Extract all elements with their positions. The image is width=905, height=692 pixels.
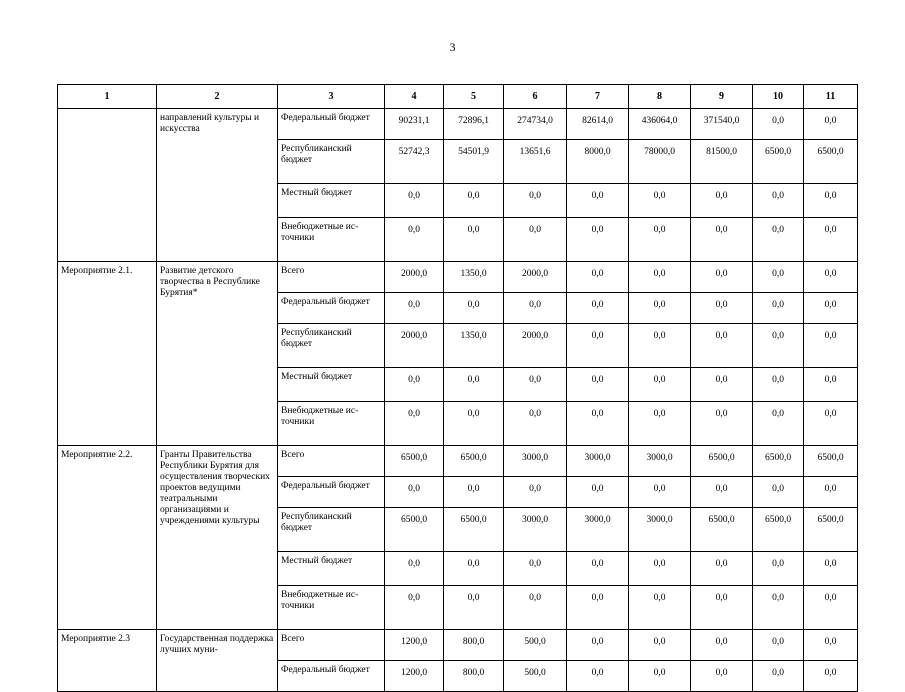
value-cell: 0,0 <box>629 368 691 402</box>
funding-source-cell: Федеральный бюджет <box>278 109 385 140</box>
value-cell: 0,0 <box>753 293 804 324</box>
value-cell: 0,0 <box>753 218 804 262</box>
value-cell: 0,0 <box>691 262 753 293</box>
value-cell: 0,0 <box>385 368 444 402</box>
value-cell: 2000,0 <box>504 324 567 368</box>
column-header: 1 <box>58 85 157 109</box>
value-cell: 0,0 <box>691 552 753 586</box>
column-header: 4 <box>385 85 444 109</box>
value-cell: 0,0 <box>691 477 753 508</box>
value-cell: 13651,6 <box>504 140 567 184</box>
event-name-cell: Гранты Правительства Республики Бурятия для осуществления творческих проектов ведущими театральными организациями и учреждениями культуры <box>157 446 278 630</box>
value-cell: 0,0 <box>444 552 504 586</box>
value-cell: 274734,0 <box>504 109 567 140</box>
event-name-cell: Развитие детского творчества в Республике Бурятия* <box>157 262 278 446</box>
event-name-cell: направлений культуры и искусства <box>157 109 278 262</box>
value-cell: 0,0 <box>753 661 804 692</box>
value-cell: 6500,0 <box>753 140 804 184</box>
table-body <box>58 109 858 692</box>
value-cell: 0,0 <box>804 218 858 262</box>
value-cell: 0,0 <box>385 184 444 218</box>
value-cell: 0,0 <box>629 184 691 218</box>
value-cell: 0,0 <box>567 293 629 324</box>
value-cell: 436064,0 <box>629 109 691 140</box>
value-cell: 6500,0 <box>753 446 804 477</box>
value-cell: 6500,0 <box>804 446 858 477</box>
value-cell: 0,0 <box>804 109 858 140</box>
value-cell: 371540,0 <box>691 109 753 140</box>
value-cell: 0,0 <box>629 586 691 630</box>
value-cell: 1350,0 <box>444 262 504 293</box>
table-row <box>58 109 858 140</box>
funding-source-cell: Всего <box>278 262 385 293</box>
column-header: 10 <box>753 85 804 109</box>
value-cell: 0,0 <box>567 324 629 368</box>
funding-source-cell: Местный бюджет <box>278 184 385 218</box>
value-cell: 3000,0 <box>567 508 629 552</box>
value-cell: 3000,0 <box>504 446 567 477</box>
value-cell: 0,0 <box>567 402 629 446</box>
funding-source-cell: Федеральный бюджет <box>278 293 385 324</box>
value-cell: 3000,0 <box>629 446 691 477</box>
funding-source-cell: Внебюджетные ис-точники <box>278 402 385 446</box>
column-header: 7 <box>567 85 629 109</box>
value-cell: 0,0 <box>753 630 804 661</box>
funding-source-cell: Республиканский бюджет <box>278 324 385 368</box>
value-cell: 0,0 <box>629 218 691 262</box>
table-row <box>58 630 858 661</box>
value-cell: 8000,0 <box>567 140 629 184</box>
header-row <box>58 85 858 109</box>
value-cell: 0,0 <box>804 293 858 324</box>
value-cell: 0,0 <box>691 630 753 661</box>
value-cell: 6500,0 <box>444 508 504 552</box>
value-cell: 82614,0 <box>567 109 629 140</box>
value-cell: 0,0 <box>444 368 504 402</box>
value-cell: 0,0 <box>753 324 804 368</box>
event-cell <box>58 109 157 262</box>
value-cell: 0,0 <box>567 184 629 218</box>
funding-source-cell: Республиканский бюджет <box>278 508 385 552</box>
value-cell: 0,0 <box>753 262 804 293</box>
value-cell: 0,0 <box>504 477 567 508</box>
value-cell: 0,0 <box>504 218 567 262</box>
value-cell: 0,0 <box>804 368 858 402</box>
value-cell: 800,0 <box>444 630 504 661</box>
value-cell: 0,0 <box>504 184 567 218</box>
value-cell: 0,0 <box>567 586 629 630</box>
value-cell: 0,0 <box>385 552 444 586</box>
value-cell: 6500,0 <box>385 446 444 477</box>
value-cell: 0,0 <box>444 402 504 446</box>
funding-source-cell: Федеральный бюджет <box>278 661 385 692</box>
funding-source-cell: Местный бюджет <box>278 552 385 586</box>
column-header: 8 <box>629 85 691 109</box>
value-cell: 0,0 <box>567 368 629 402</box>
value-cell: 0,0 <box>629 293 691 324</box>
event-cell: Мероприятие 2.2. <box>58 446 157 630</box>
value-cell: 0,0 <box>504 293 567 324</box>
value-cell: 78000,0 <box>629 140 691 184</box>
value-cell: 0,0 <box>804 477 858 508</box>
value-cell: 0,0 <box>444 293 504 324</box>
funding-source-cell: Местный бюджет <box>278 368 385 402</box>
value-cell: 0,0 <box>504 368 567 402</box>
value-cell: 2000,0 <box>385 262 444 293</box>
page-number: 3 <box>449 40 456 54</box>
value-cell: 0,0 <box>753 586 804 630</box>
value-cell: 0,0 <box>804 324 858 368</box>
value-cell: 0,0 <box>753 477 804 508</box>
value-cell: 6500,0 <box>804 508 858 552</box>
table-row <box>58 446 858 477</box>
value-cell: 0,0 <box>753 552 804 586</box>
funding-source-cell: Внебюджетные ис-точники <box>278 586 385 630</box>
funding-source-cell: Всего <box>278 630 385 661</box>
value-cell: 3000,0 <box>504 508 567 552</box>
value-cell: 0,0 <box>691 324 753 368</box>
value-cell: 0,0 <box>444 586 504 630</box>
value-cell: 0,0 <box>629 661 691 692</box>
event-name-cell: Государственная поддержка лучших муни- <box>157 630 278 692</box>
column-header: 5 <box>444 85 504 109</box>
event-cell: Мероприятие 2.3 <box>58 630 157 692</box>
value-cell: 0,0 <box>385 402 444 446</box>
value-cell: 2000,0 <box>385 324 444 368</box>
budget-table <box>57 84 858 692</box>
value-cell: 0,0 <box>504 402 567 446</box>
value-cell: 0,0 <box>629 477 691 508</box>
value-cell: 0,0 <box>444 184 504 218</box>
value-cell: 0,0 <box>444 218 504 262</box>
column-header: 9 <box>691 85 753 109</box>
value-cell: 0,0 <box>691 184 753 218</box>
value-cell: 500,0 <box>504 661 567 692</box>
value-cell: 0,0 <box>629 402 691 446</box>
funding-source-cell: Всего <box>278 446 385 477</box>
value-cell: 0,0 <box>804 630 858 661</box>
value-cell: 0,0 <box>567 262 629 293</box>
value-cell: 0,0 <box>804 184 858 218</box>
value-cell: 1200,0 <box>385 661 444 692</box>
column-header: 6 <box>504 85 567 109</box>
value-cell: 2000,0 <box>504 262 567 293</box>
value-cell: 0,0 <box>691 218 753 262</box>
value-cell: 0,0 <box>691 402 753 446</box>
value-cell: 0,0 <box>629 262 691 293</box>
value-cell: 0,0 <box>804 552 858 586</box>
column-header: 2 <box>157 85 278 109</box>
funding-source-cell: Республиканский бюджет <box>278 140 385 184</box>
value-cell: 72896,1 <box>444 109 504 140</box>
value-cell: 0,0 <box>691 661 753 692</box>
column-header: 3 <box>278 85 385 109</box>
value-cell: 0,0 <box>385 586 444 630</box>
value-cell: 0,0 <box>753 368 804 402</box>
value-cell: 0,0 <box>753 184 804 218</box>
value-cell: 500,0 <box>504 630 567 661</box>
value-cell: 6500,0 <box>444 446 504 477</box>
value-cell: 0,0 <box>385 477 444 508</box>
value-cell: 0,0 <box>691 293 753 324</box>
value-cell: 6500,0 <box>804 140 858 184</box>
value-cell: 0,0 <box>691 586 753 630</box>
value-cell: 0,0 <box>629 630 691 661</box>
value-cell: 800,0 <box>444 661 504 692</box>
value-cell: 0,0 <box>385 293 444 324</box>
value-cell: 0,0 <box>804 661 858 692</box>
value-cell: 0,0 <box>804 586 858 630</box>
value-cell: 0,0 <box>567 661 629 692</box>
funding-source-cell: Внебюджетные ис-точники <box>278 218 385 262</box>
event-cell: Мероприятие 2.1. <box>58 262 157 446</box>
value-cell: 0,0 <box>567 630 629 661</box>
value-cell: 6500,0 <box>691 446 753 477</box>
value-cell: 0,0 <box>504 552 567 586</box>
value-cell: 54501,9 <box>444 140 504 184</box>
value-cell: 0,0 <box>567 552 629 586</box>
value-cell: 0,0 <box>444 477 504 508</box>
value-cell: 0,0 <box>691 368 753 402</box>
value-cell: 3000,0 <box>567 446 629 477</box>
value-cell: 0,0 <box>753 109 804 140</box>
value-cell: 0,0 <box>804 402 858 446</box>
funding-source-cell: Федеральный бюджет <box>278 477 385 508</box>
value-cell: 0,0 <box>567 477 629 508</box>
value-cell: 0,0 <box>385 218 444 262</box>
value-cell: 0,0 <box>504 586 567 630</box>
value-cell: 6500,0 <box>691 508 753 552</box>
value-cell: 0,0 <box>567 218 629 262</box>
value-cell: 0,0 <box>629 552 691 586</box>
value-cell: 0,0 <box>753 402 804 446</box>
value-cell: 52742,3 <box>385 140 444 184</box>
value-cell: 6500,0 <box>753 508 804 552</box>
value-cell: 1350,0 <box>444 324 504 368</box>
value-cell: 0,0 <box>629 324 691 368</box>
value-cell: 1200,0 <box>385 630 444 661</box>
value-cell: 81500,0 <box>691 140 753 184</box>
value-cell: 6500,0 <box>385 508 444 552</box>
value-cell: 90231,1 <box>385 109 444 140</box>
column-header: 11 <box>804 85 858 109</box>
value-cell: 0,0 <box>804 262 858 293</box>
value-cell: 3000,0 <box>629 508 691 552</box>
table-row <box>58 262 858 293</box>
